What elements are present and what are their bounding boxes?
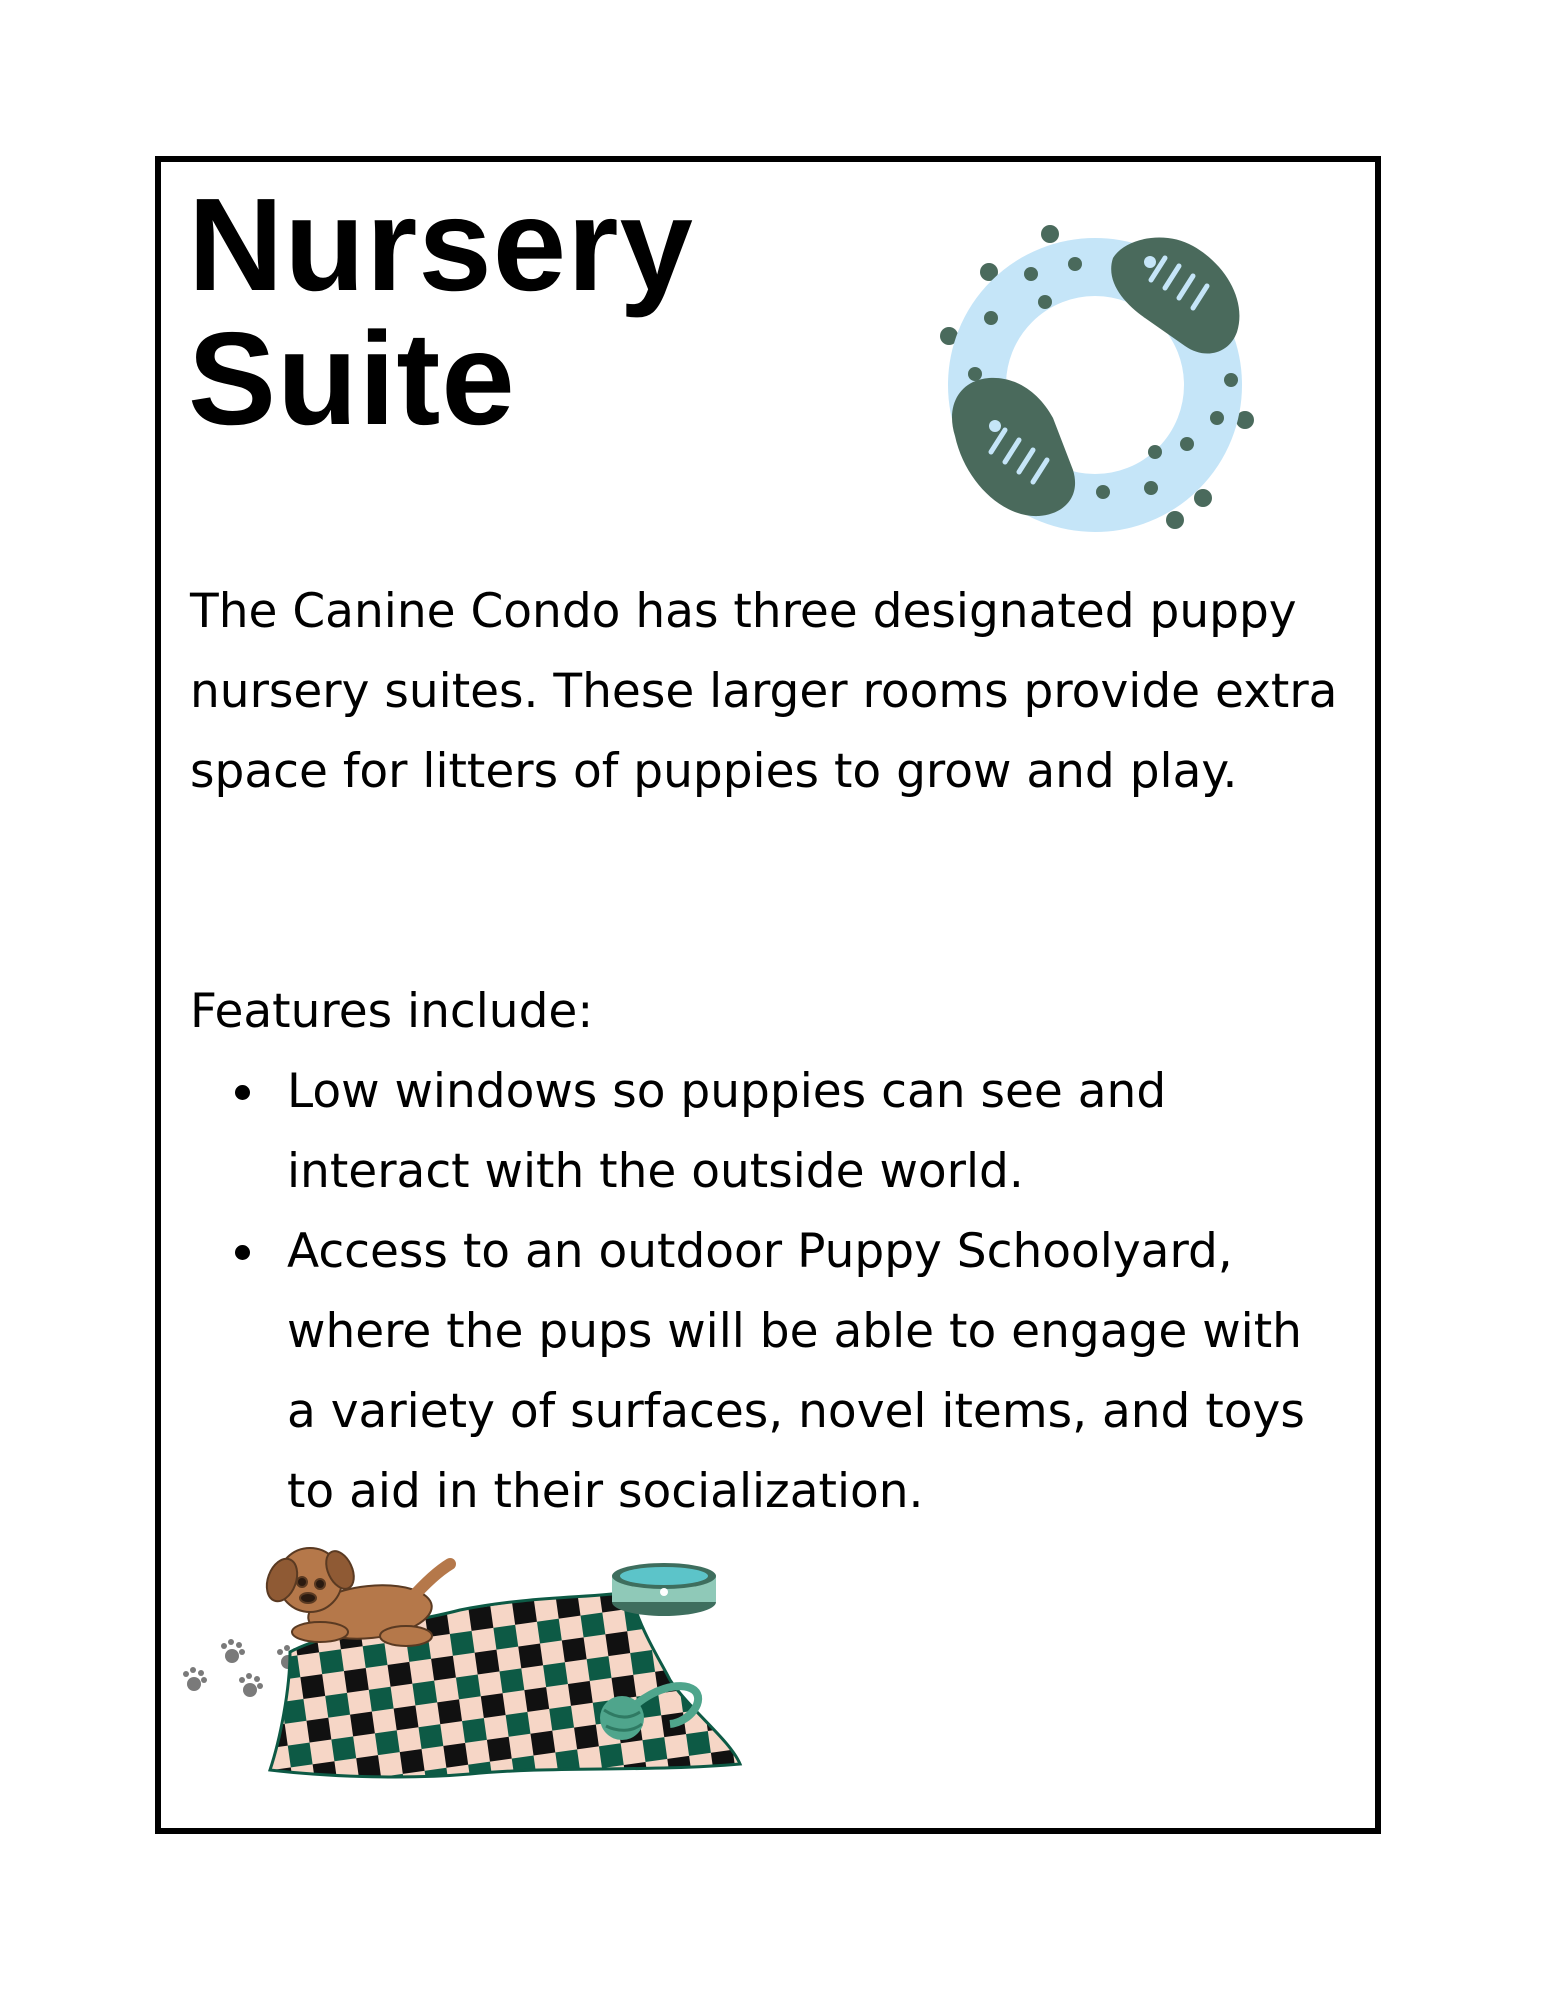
- title-line-1: Nursery: [188, 171, 694, 318]
- paw-prints-icon: [183, 1639, 301, 1697]
- feature-item: [235, 1212, 1315, 1532]
- feature-text: Access to an outdoor Puppy Schoolyard, where the pups will be able to engage with a variety of surfaces, novel items, and toys to aid in their socialization.: [287, 1224, 1305, 1519]
- feature-text: Low windows so puppies can see and interact with the outside world.: [287, 1064, 1167, 1199]
- feature-item: [235, 1052, 1315, 1212]
- bullet-icon: [235, 1085, 250, 1100]
- water-bowl-icon: [612, 1563, 716, 1616]
- plush-puppy-icon: [261, 1547, 450, 1646]
- features-heading: Features include:: [190, 984, 594, 1039]
- bullet-icon: [235, 1245, 250, 1260]
- page-title: [188, 171, 694, 452]
- feature-list: [235, 1052, 1315, 1532]
- intro-paragraph: The Canine Condo has three designated puppy nursery suites. These larger rooms provide extra space for litters of puppies to grow and play.: [190, 584, 1338, 799]
- ring-chew-toy-icon: [935, 220, 1265, 550]
- puppy-blanket-illustration: [170, 1540, 810, 1790]
- title-line-2: Suite: [188, 305, 516, 452]
